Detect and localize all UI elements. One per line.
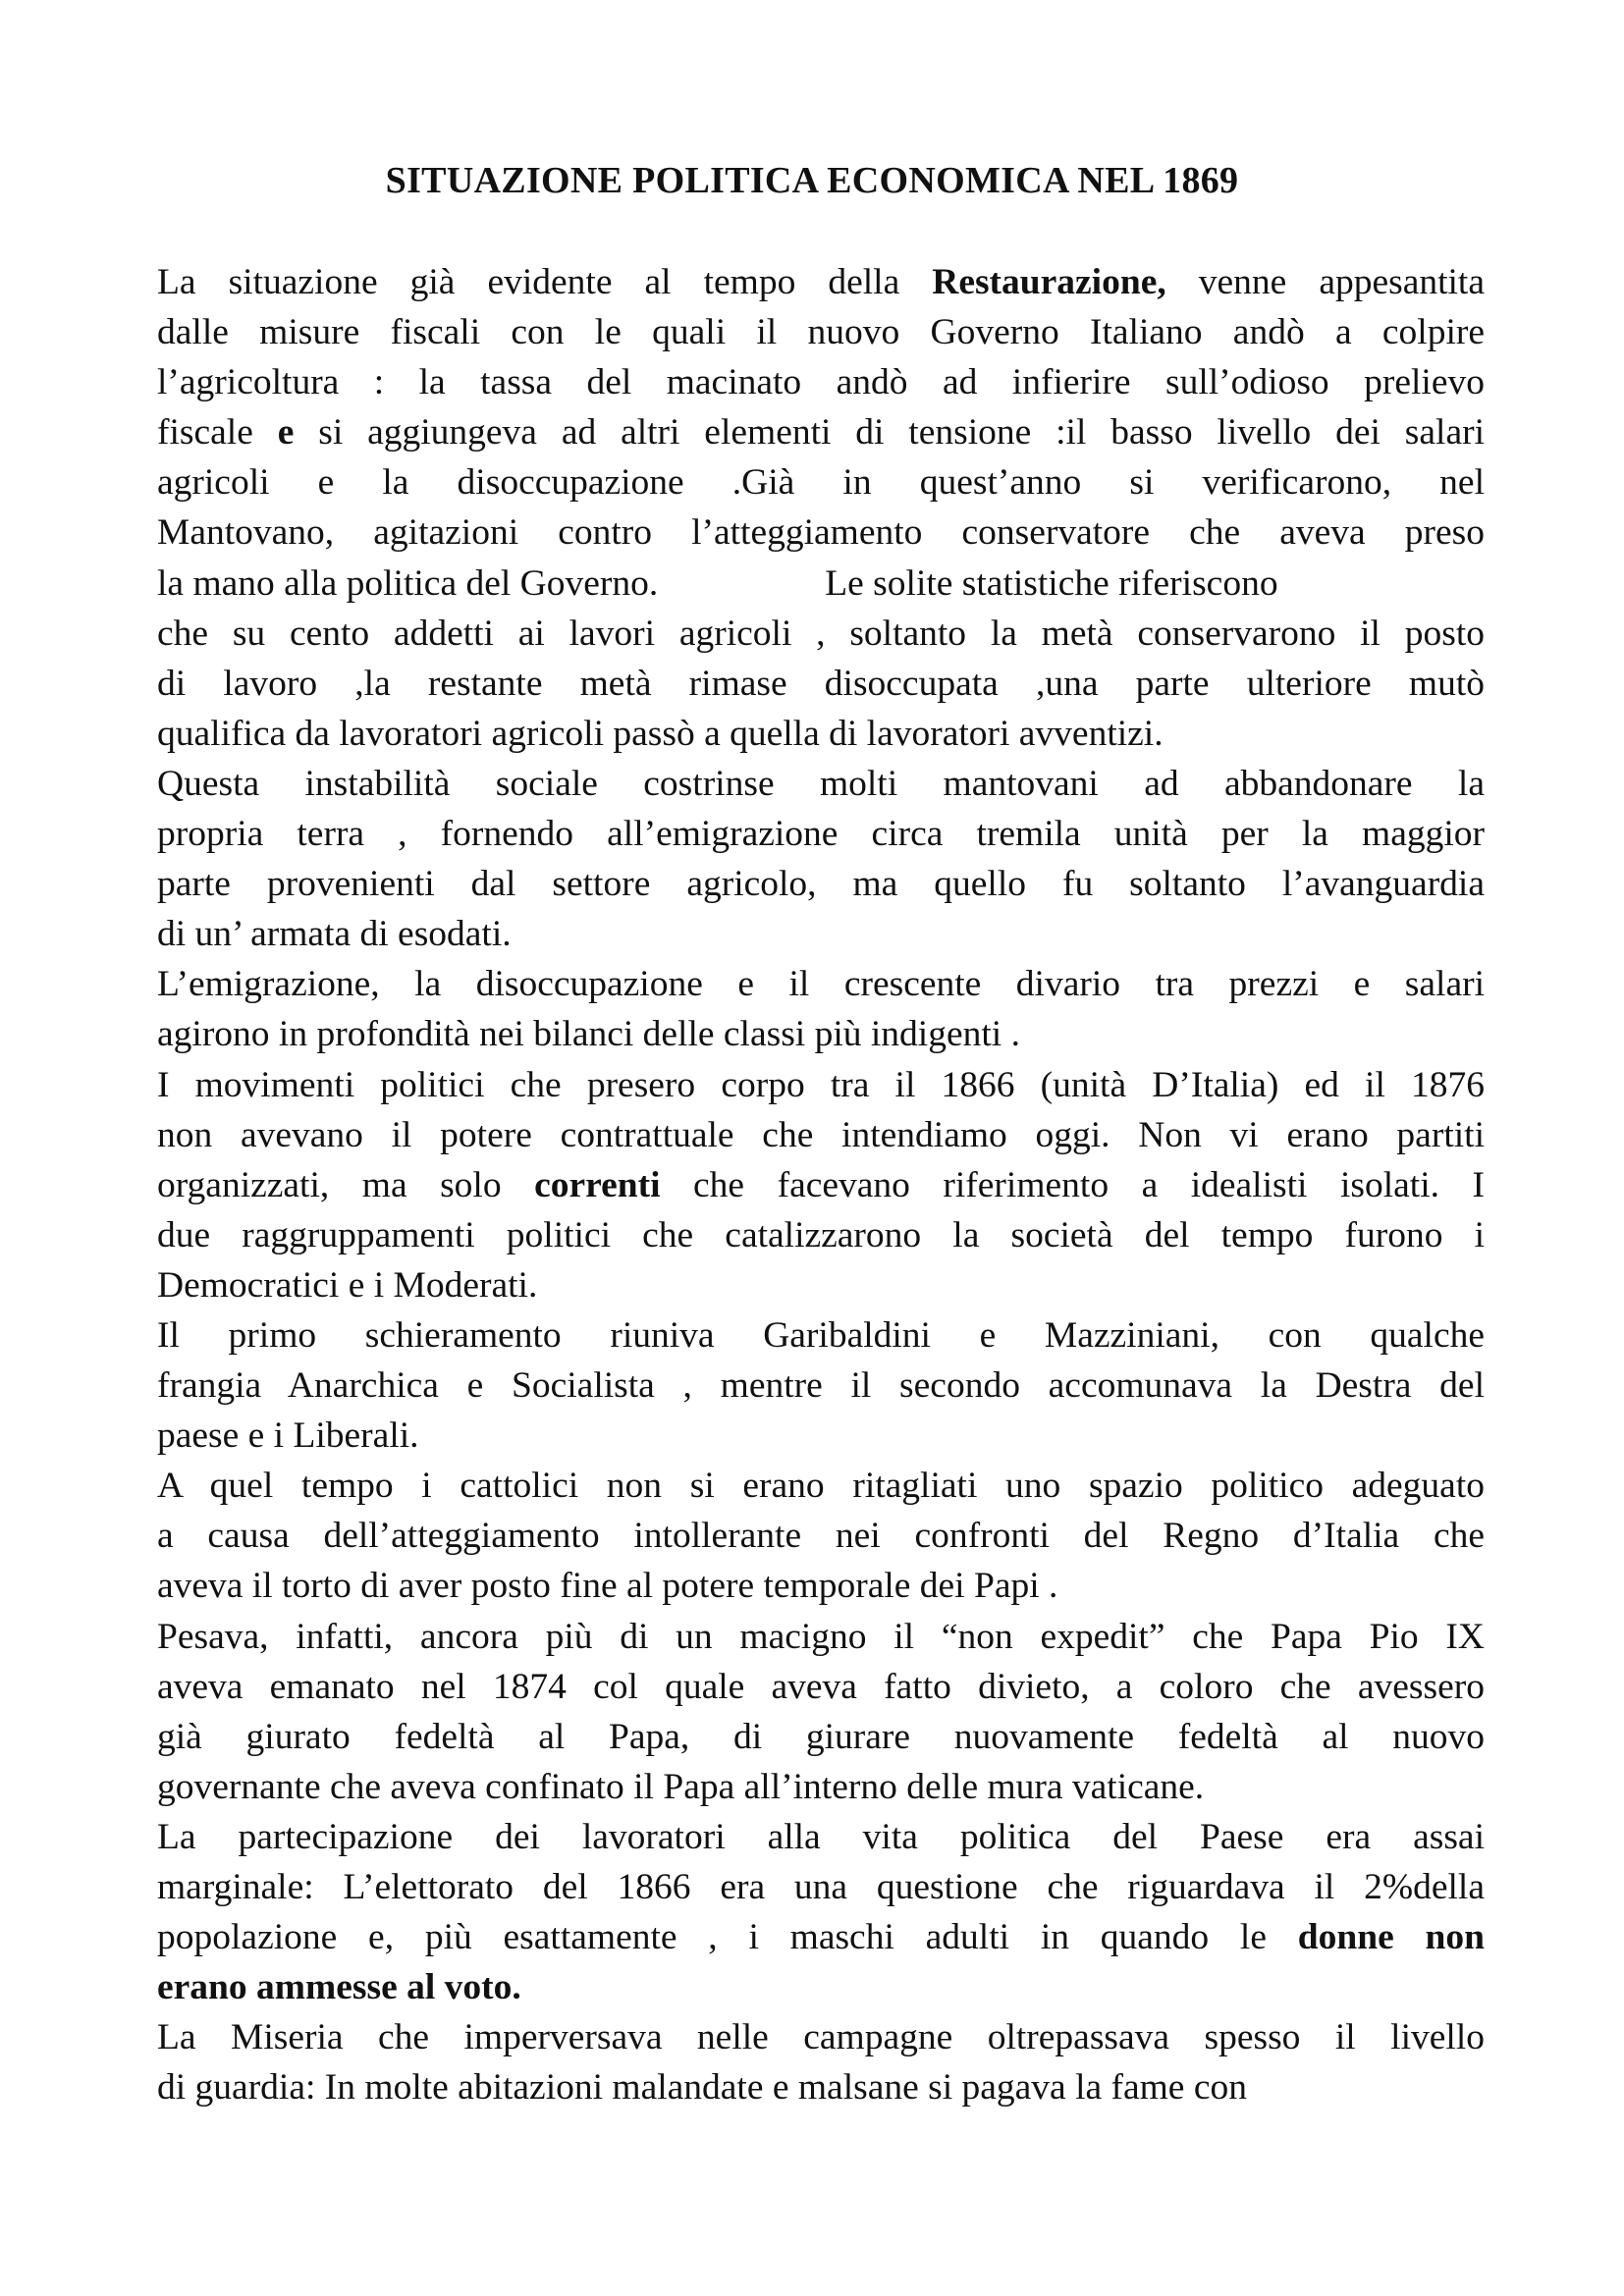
text-line: [157, 659, 1485, 709]
text-line: [157, 909, 1485, 959]
paragraph: [157, 1812, 1485, 2012]
text-line: [157, 2012, 1485, 2062]
text-run: aveva il torto di aver posto fine al potere temporale dei Papi .: [157, 1566, 1058, 1607]
text-run: Il primo schieramento riuniva Garibaldini e Mazziniani, con qualche: [157, 1314, 1485, 1356]
paragraph: [157, 1310, 1485, 1461]
text-run: La Miseria che imperversava nelle campagne oltrepassava spesso il livello: [157, 2017, 1485, 2058]
text-run: agirono in profondità nei bilanci delle classi più indigenti .: [157, 1014, 1020, 1055]
bold-text: correnti: [534, 1164, 661, 1205]
text-line: [157, 859, 1485, 909]
text-run: Mantovano, agitazioni contro l’atteggiamento conservatore che aveva preso: [157, 512, 1485, 554]
text-line: [157, 559, 1485, 609]
text-run: A quel tempo i cattolici non si erano ritagliati uno spazio politico adeguato: [157, 1466, 1485, 1507]
text-line: [157, 1060, 1485, 1110]
text-line: [157, 959, 1485, 1009]
text-run: propria terra , fornendo all’emigrazione circa tremila unità per la maggior: [157, 814, 1485, 855]
text-run: frangia Anarchica e Socialista , mentre il secondo accomunava la Destra del: [157, 1365, 1485, 1407]
text-run: organizzati, ma solo: [157, 1164, 535, 1205]
text-run: marginale: L’elettorato del 1866 era una questione che riguardava il 2%della: [157, 1867, 1485, 1907]
text-run: La partecipazione dei lavoratori alla vita politica del Paese era assai: [157, 1816, 1485, 1857]
text-line: [157, 809, 1485, 859]
text-run: due raggruppamenti politici che catalizzarono la società del tempo furono i: [157, 1214, 1485, 1255]
text-run: dalle misure fiscali con le quali il nuovo Governo Italiano andò a colpire: [157, 312, 1485, 353]
paragraph: [157, 2012, 1485, 2112]
text-line: [157, 507, 1485, 558]
text-line: [157, 1762, 1485, 1812]
text-run: di guardia: In molte abitazioni malandate e malsane si pagava la fame con: [157, 2067, 1247, 2109]
text-run: l’agricoltura : la tassa del macinato andò ad infierire sull’odioso prelievo: [157, 362, 1485, 403]
bold-text: e: [277, 412, 295, 454]
text-line: [157, 357, 1485, 407]
text-line: [157, 1411, 1485, 1461]
text-line: [157, 1862, 1485, 1912]
paragraph: [157, 959, 1485, 1059]
bold-text: Restaurazione,: [932, 262, 1166, 302]
text-run: governante che aveva confinato il Papa all’interno delle mura vaticane.: [157, 1766, 1205, 1807]
text-line: [157, 1009, 1485, 1059]
text-line: [157, 1461, 1485, 1511]
text-line: [157, 1260, 1485, 1310]
paragraph: [157, 1612, 1485, 1812]
text-run: agricoli e la disoccupazione .Già in quest’anno si verificarono, nel: [157, 462, 1485, 504]
text-run: L’emigrazione, la disoccupazione e il crescente divario tra prezzi e salari: [157, 964, 1485, 1005]
text-run: già giurato fedeltà al Papa, di giurare nuovamente fedeltà al nuovo: [157, 1716, 1485, 1757]
document-body: [157, 257, 1485, 2112]
text-line: [157, 1361, 1485, 1411]
text-run: La situazione già evidente al tempo della: [157, 262, 933, 302]
text-line: [157, 307, 1485, 357]
text-run: di un’ armata di esodati.: [157, 914, 512, 955]
text-run: aveva emanato nel 1874 col quale aveva fatto divieto, a coloro che avessero: [157, 1666, 1485, 1707]
text-run: la mano alla politica del Governo.: [157, 562, 659, 604]
text-run: si aggiungeva ad altri elementi di tensione :il basso livello dei salari: [294, 412, 1485, 454]
text-line: [157, 759, 1485, 809]
text-run: a causa dell’atteggiamento intollerante nei confronti del Regno d’Italia che: [157, 1516, 1485, 1557]
paragraph: [157, 1461, 1485, 1611]
text-line: [157, 457, 1485, 507]
text-run: che facevano riferimento a idealisti isolati. I: [660, 1164, 1485, 1205]
text-line: [157, 407, 1485, 457]
text-run: Pesava, infatti, ancora più di un macigno il “non expedit” che Papa Pio IX: [157, 1616, 1485, 1657]
text-line: [157, 1511, 1485, 1561]
text-line: [157, 2062, 1485, 2112]
text-run: parte provenienti dal settore agricolo, ma quello fu soltanto l’avanguardia: [157, 864, 1485, 905]
text-run: paese e i Liberali.: [157, 1415, 419, 1457]
text-line: [157, 1962, 1485, 2012]
text-run: Questa instabilità sociale costrinse molti mantovani ad abbandonare la: [157, 763, 1485, 804]
text-line: [157, 709, 1485, 759]
text-line: [157, 257, 1485, 307]
text-line: [157, 1561, 1485, 1611]
text-line: [157, 1310, 1485, 1361]
text-run: Democratici e i Moderati.: [157, 1264, 538, 1306]
text-line: [157, 1662, 1485, 1712]
text-run: popolazione e, più esattamente , i maschi adulti in quando le: [157, 1917, 1298, 1958]
text-run: che su cento addetti ai lavori agricoli , soltanto la metà conservarono il posto: [157, 613, 1485, 654]
text-run: venne appesantita: [1165, 262, 1485, 302]
text-line: [157, 1912, 1485, 1962]
text-line: [157, 609, 1485, 659]
text-line: [157, 1812, 1485, 1862]
text-run: I movimenti politici che presero corpo tra il 1866 (unità D’Italia) ed il 1876: [157, 1064, 1485, 1105]
text-line: [157, 1712, 1485, 1762]
text-run: fiscale: [157, 412, 278, 454]
text-line: [157, 1160, 1485, 1210]
text-run: qualifica da lavoratori agricoli passò a quella di lavoratori avventizi.: [157, 713, 1164, 754]
document-title: SITUAZIONE POLITICA ECONOMICA NEL 1869: [385, 160, 1239, 201]
text-line: [157, 1110, 1485, 1160]
paragraph: [157, 1060, 1485, 1310]
text-line: [157, 1210, 1485, 1260]
paragraph: [157, 759, 1485, 959]
text-run: di lavoro ,la restante metà rimase disoccupata ,una parte ulteriore mutò: [157, 663, 1485, 704]
bold-text: erano ammesse al voto.: [157, 1967, 521, 2008]
text-run: non avevano il potere contrattuale che intendiamo oggi. Non vi erano partiti: [157, 1114, 1485, 1155]
text-line: [157, 1612, 1485, 1662]
paragraph: [157, 257, 1485, 759]
bold-text: donne non: [1297, 1917, 1485, 1958]
text-run: Le solite statistiche riferiscono: [825, 562, 1278, 604]
